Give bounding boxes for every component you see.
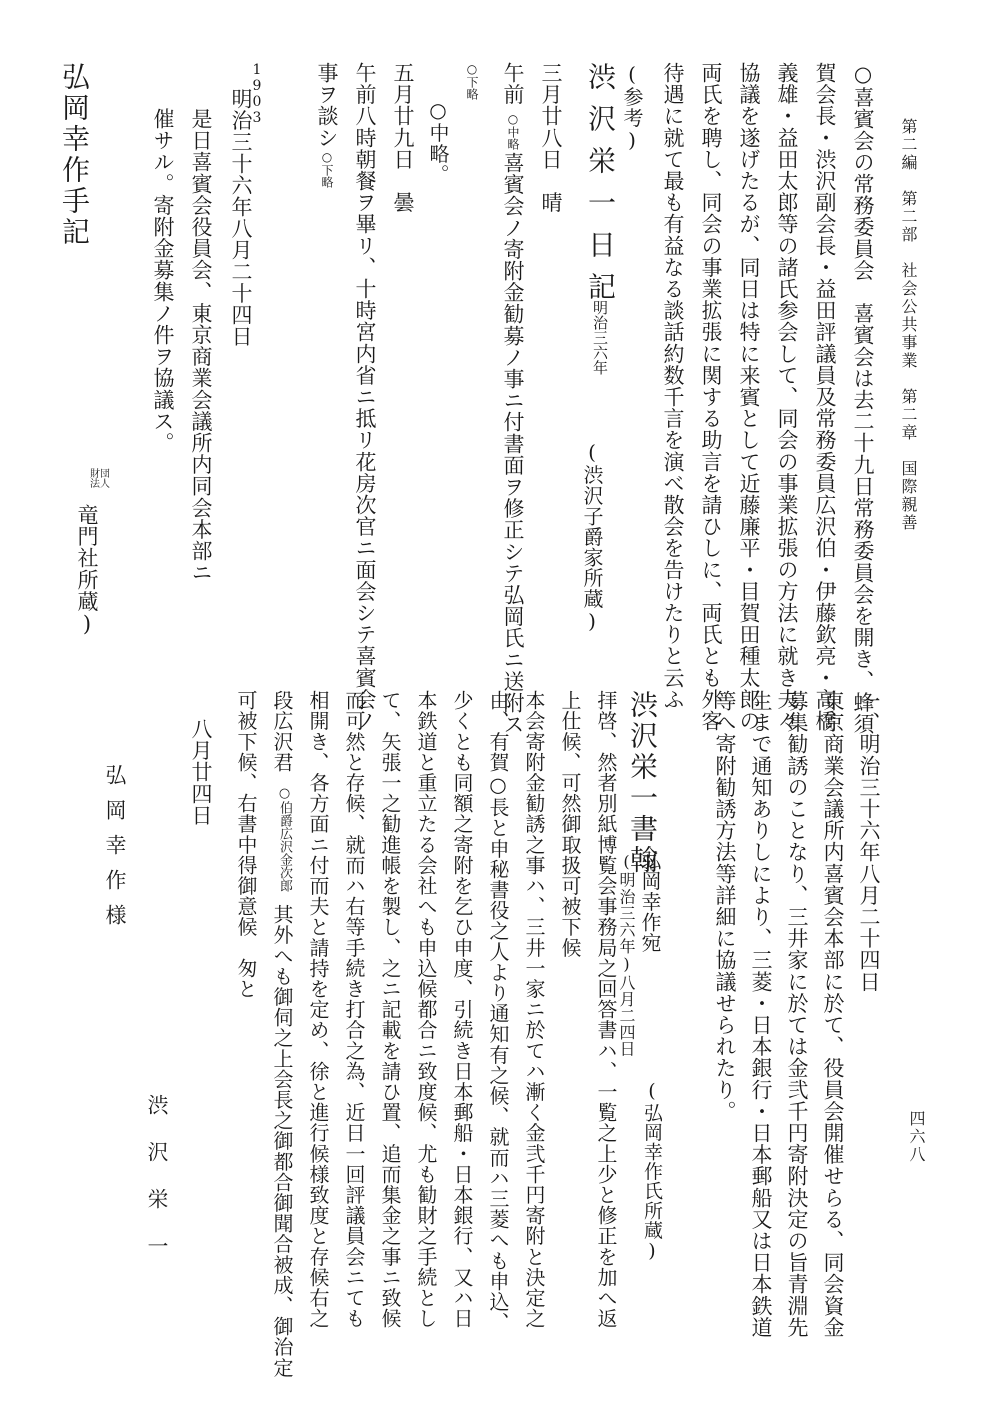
body-line: 賀会長・渋沢副会長・益田評議員及常務委員広沢伯・伊藤欽亮・高橋	[813, 62, 837, 732]
letter-line: 上仕候、可然御取扱可被下候	[558, 690, 582, 958]
hirooka-date: 明治三十六年八月二十四日	[229, 88, 253, 348]
item-date: 一、明治三十六年八月二十四日	[857, 690, 881, 993]
letter-line: て、矢張一之勧進帳を製し、之ニ記載を請ひ置、追而集金之事ニ致候	[378, 690, 402, 1329]
sankou-label: (参考)	[620, 62, 644, 153]
diary-source: (渋沢子爵家所蔵)	[580, 440, 604, 634]
diary-entry-date: 五月廿九日 曇	[391, 62, 415, 214]
signer: 渋沢栄一	[145, 1094, 169, 1282]
diary-entry-date: 三月廿八日 晴	[539, 62, 563, 214]
source-org-type: 財団法人	[90, 469, 110, 490]
diary-entry: 喜賓会ノ寄附金勧募ノ事ニ付書面ヲ修正シテ弘岡氏ニ送附ス	[501, 152, 525, 736]
letter-line: 少くとも同額之寄附を乞ひ申度、引続き日本郵船・日本銀行、又ハ日	[450, 690, 474, 1329]
body-line: 待遇に就て最も有益なる談話約数千言を演べ散会を告けたりと云ふ	[661, 62, 685, 710]
hirooka-source: 竜門社所蔵)	[75, 504, 99, 637]
body-line: 義雄・益田太郎等の諸氏参会して、同会の事業拡張の方法に就き夫々	[775, 62, 799, 732]
letter-close-date: 八月廿四日	[189, 718, 213, 826]
letter-line: 而可然と存候、就而ハ右等手続き打合之為、近日一回評議員会ニても	[342, 690, 366, 1329]
body-line: 協議を遂げたるが、同日は特に来賓として近藤廉平・目賀田種太郎の	[737, 62, 761, 732]
hirooka-title: 弘岡幸作手記	[58, 62, 91, 248]
letter-addressee: 弘岡幸作宛	[638, 850, 662, 953]
letter-line: 由、有賀○長と申秘書役之人より通知有之候、就而ハ三菱へも申込、	[486, 690, 510, 1333]
running-head: 第二編 第二部 社会公共事業 第二章 国際親善	[899, 118, 918, 532]
body-line: ○喜賓会の常務委員会 喜賓会は去二十九日常務委員会を開き、蜂須	[851, 62, 875, 735]
item-line: 東京商業会議所内喜賓会本部に於て、役員会開催せらる、同会資金	[821, 690, 845, 1338]
diary-entry: 事ヲ談シ	[315, 62, 339, 149]
hirooka-line: 催サル。寄附金募集ノ件ヲ協議ス。	[151, 108, 175, 454]
diary-title: 渋沢栄一日記	[584, 62, 617, 314]
letter-line: 其外へも御伺之上会長之御都合御聞合被成、御治定	[270, 904, 294, 1378]
item-line: 生まで通知ありしにより、三菱・日本銀行・日本郵船又は日本鉄道	[749, 690, 773, 1338]
item-line: 等へ寄附勧誘方法等詳細に協議せられたり。	[713, 690, 737, 1122]
item-line: 募集勧誘のことなり、三井家に於ては金弐千円寄附決定の旨青淵先	[785, 690, 809, 1338]
letter-title: 渋沢栄一書翰	[626, 690, 659, 876]
editor-note: ○下略	[320, 150, 334, 188]
letter-line: 段広沢君	[270, 690, 294, 773]
letter-date: (明治三六年)八月二四日	[617, 852, 636, 1058]
hirooka-line: 是日喜賓会役員会、東京商業会議所内同会本部ニ	[189, 108, 213, 584]
letter-line: 相開き、各方面ニ付而夫と請持を定め、徐と進行候様致度と存候右之	[306, 690, 330, 1329]
letter-line: 可被下候、右書中得御意候 匆と	[234, 690, 258, 999]
recipient: 弘岡幸作様	[103, 764, 127, 939]
letter-source: (弘岡幸作氏所蔵)	[641, 1080, 663, 1263]
editor-note: ○下略	[465, 62, 479, 100]
sender-annotation: ○伯爵広沢金次郎	[277, 786, 292, 892]
body-line: 両氏を聘し、同会の事業拡張に関する助言を請ひしに、両氏とも外客	[699, 62, 723, 732]
year-note: 1903	[249, 62, 265, 126]
diary-entry: 午前	[501, 62, 525, 106]
letter-line: 拝啓、然者別紙博覧会事務局之回答書ハ、一覧之上少と修正を加へ返	[594, 690, 618, 1329]
diary-entry: 午前八時朝餐ヲ畢リ、十時宮内省ニ抵リ花房次官ニ面会シテ喜賓会ノ	[353, 62, 377, 732]
letter-line: 本会寄附金勧誘之事ハ、三井一家ニ於てハ漸く金弐千円寄附と決定之	[522, 690, 546, 1329]
letter-line: 本鉄道と重立たる会社へも申込候都合ニ致度候、尤も勧財之手続とし	[414, 690, 438, 1329]
page-number: 四六八	[907, 1110, 926, 1164]
editor-note: ○中略	[506, 112, 520, 150]
omission-note: ○中略。	[426, 98, 450, 185]
diary-year: 明治三六年	[591, 300, 609, 375]
